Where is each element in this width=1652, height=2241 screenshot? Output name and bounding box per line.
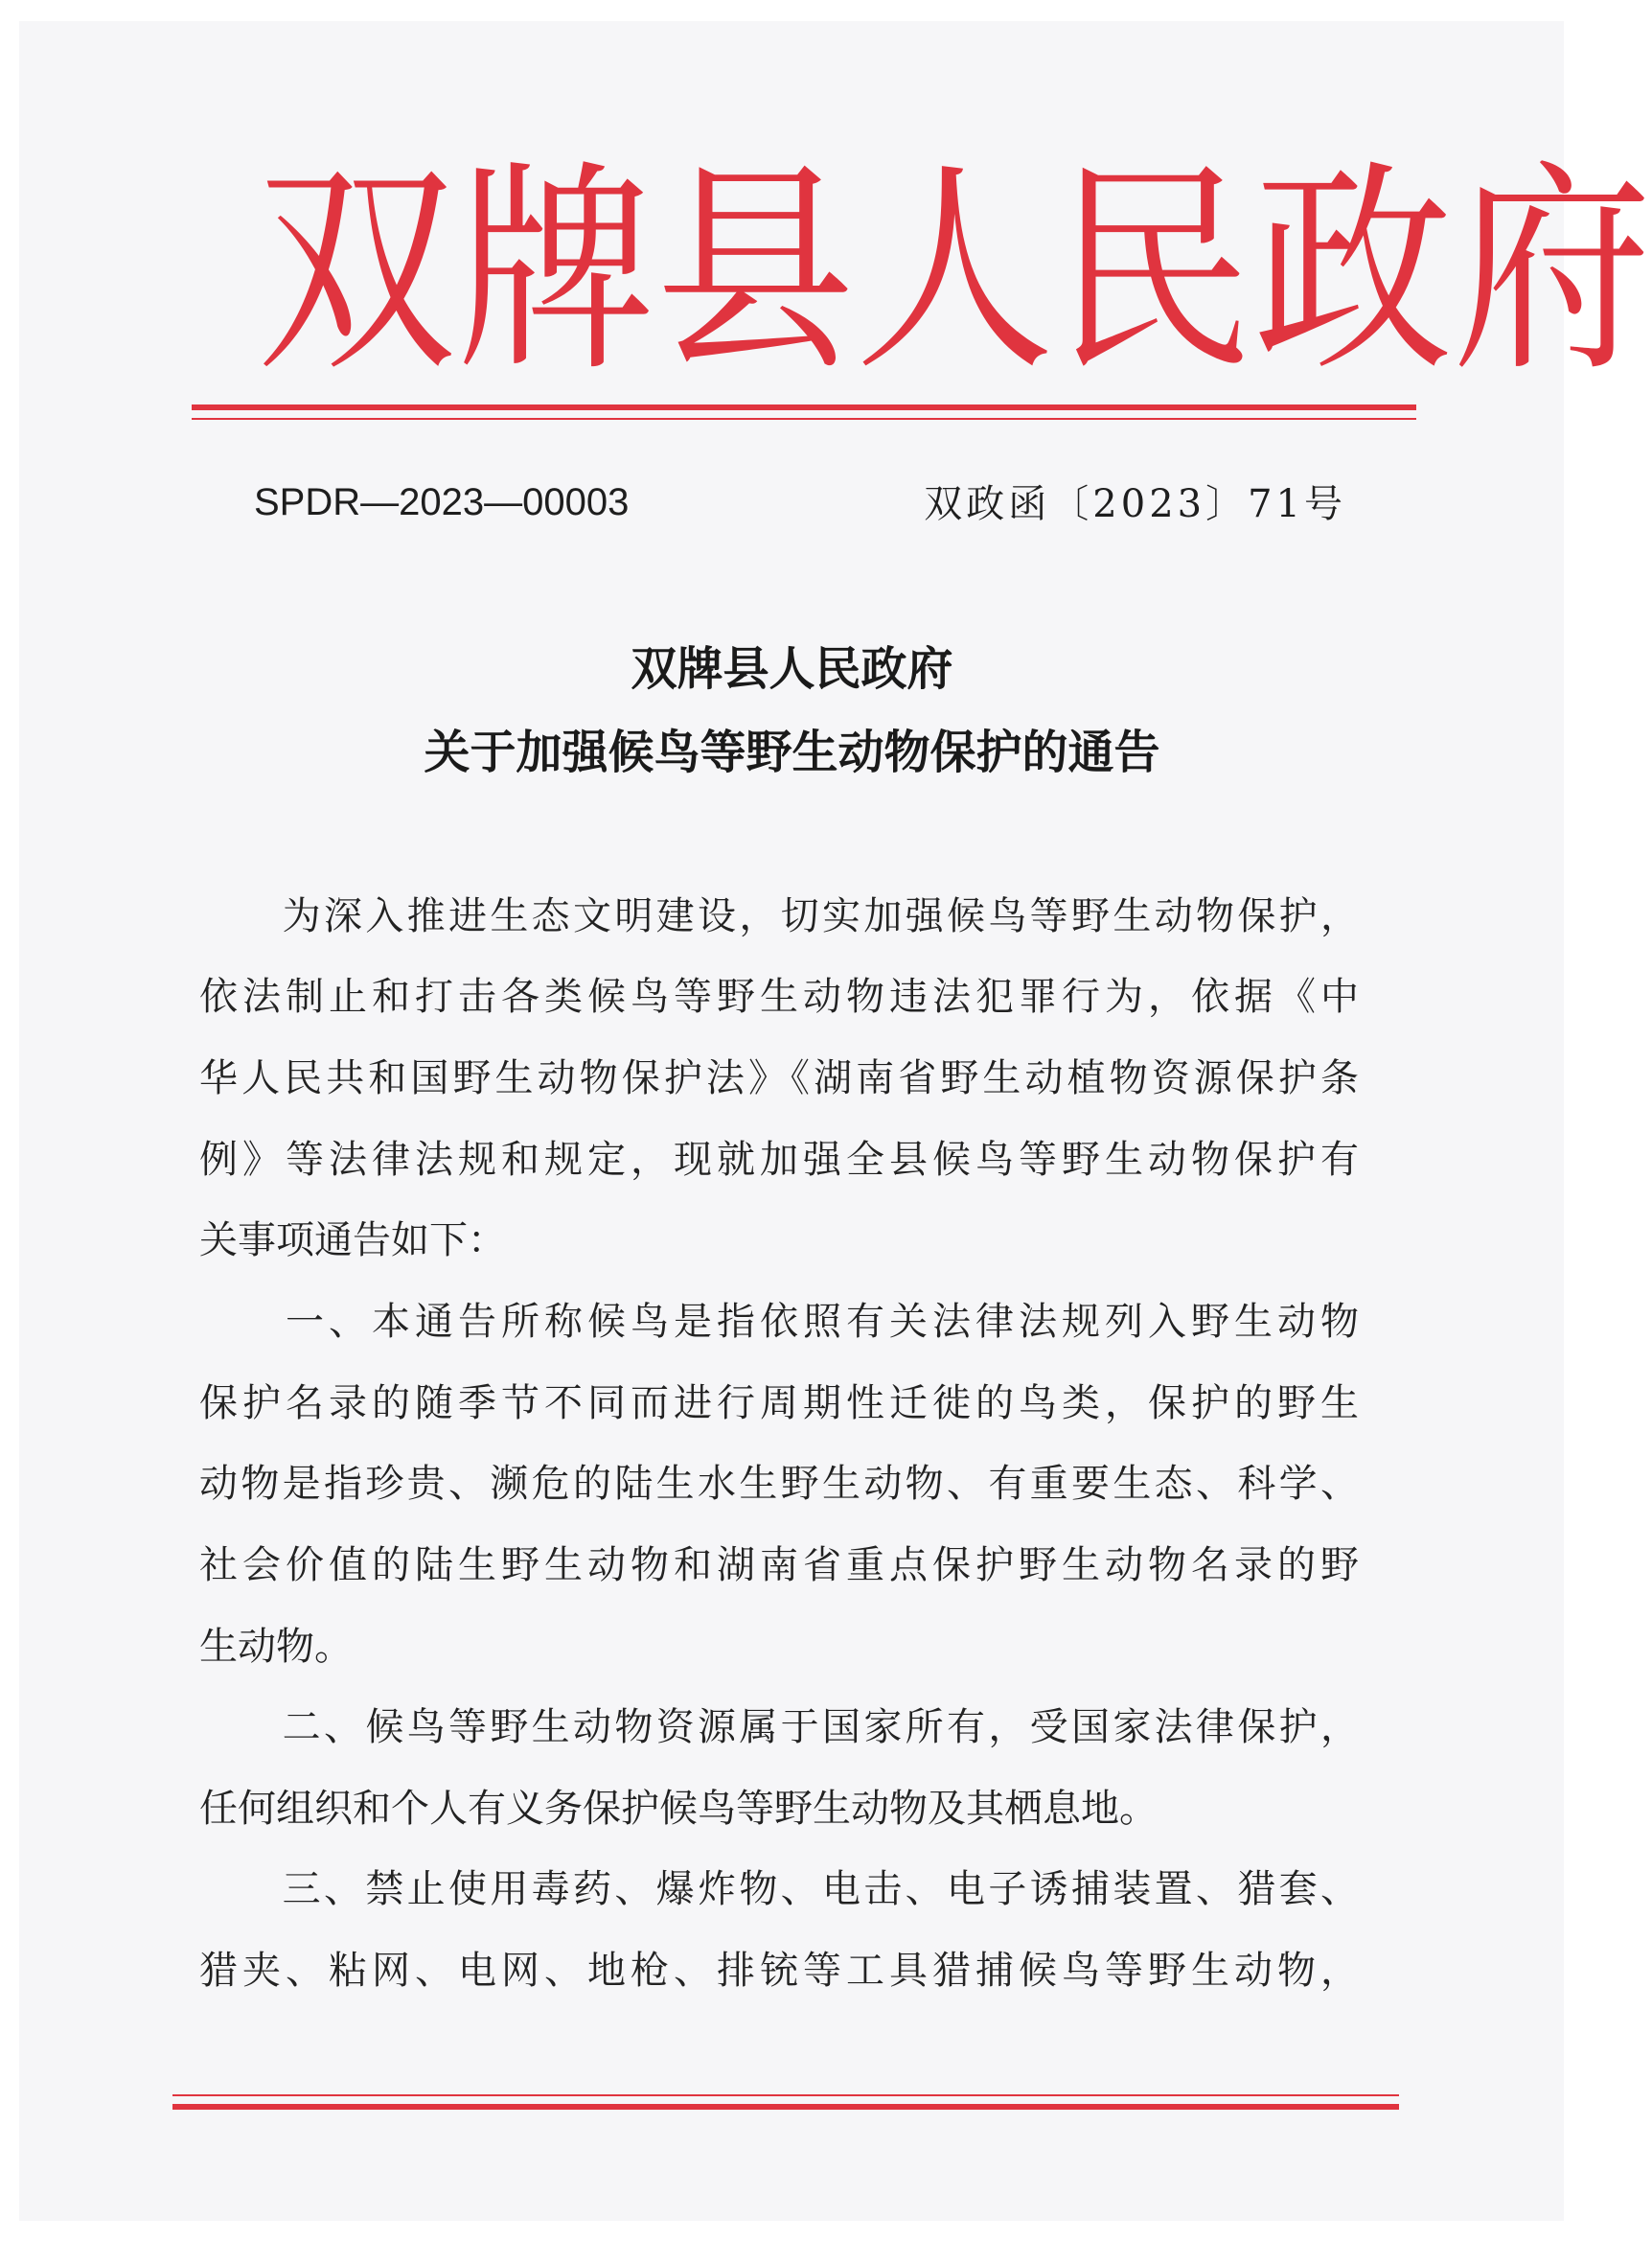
title-line-2: 关于加强候鸟等野生动物保护的通告 <box>424 726 1160 779</box>
body-line: 任何组织和个人有义务保护候鸟等野生动物及其栖息地。 <box>199 1787 1158 1831</box>
masthead-char: 县 <box>655 142 855 403</box>
body-line: 为深入推进生态文明建设，切实加强候鸟等野生动物保护， <box>199 894 1359 938</box>
body-line: 保护名录的随季节不同而进行周期性迁徙的鸟类，保护的野生 <box>199 1381 1359 1425</box>
bottom-red-rule <box>172 2094 1399 2096</box>
top-red-rule-thin <box>192 418 1416 420</box>
body-line: 生动物。 <box>199 1625 353 1669</box>
masthead-char: 人 <box>855 142 1054 403</box>
body-line: 三、禁止使用毒药、爆炸物、电击、电子诱捕装置、猎套、 <box>199 1867 1359 1911</box>
body-line: 关事项通告如下： <box>199 1218 506 1262</box>
masthead-char: 政 <box>1253 142 1453 403</box>
body-line: 例》等法律法规和规定，现就加强全县候鸟等野生动物保护有 <box>199 1138 1359 1182</box>
body-line: 二、候鸟等野生动物资源属于国家所有，受国家法律保护， <box>199 1705 1359 1749</box>
bottom-red-rule-thick <box>172 2104 1399 2110</box>
body-line: 动物是指珍贵、濒危的陆生水生野生动物、有重要生态、科学、 <box>199 1462 1359 1506</box>
body-line: 社会价值的陆生野生动物和湖南省重点保护野生动物名录的野 <box>199 1543 1359 1587</box>
title-line-1: 双牌县人民政府 <box>631 642 953 696</box>
top-red-rule <box>192 404 1416 410</box>
masthead-char: 牌 <box>456 142 655 403</box>
masthead-char: 民 <box>1054 142 1253 403</box>
doc-number: 双政函〔2023〕71号 <box>924 482 1346 526</box>
masthead-char: 双 <box>257 142 456 403</box>
body-line: 一、本通告所称候鸟是指依照有关法律法规列入野生动物 <box>199 1300 1359 1344</box>
body-line: 依法制止和打击各类候鸟等野生动物违法犯罪行为，依据《中 <box>199 975 1359 1019</box>
masthead-char: 府 <box>1453 142 1652 403</box>
body-line: 猎夹、粘网、电网、地枪、排铳等工具猎捕候鸟等野生动物， <box>199 1949 1359 1993</box>
body-line: 华人民共和国野生动物保护法》《湖南省野生动植物资源保护条 <box>199 1056 1359 1100</box>
masthead-red-header <box>257 142 1652 403</box>
doc-code: SPDR—2023—00003 <box>254 481 630 523</box>
